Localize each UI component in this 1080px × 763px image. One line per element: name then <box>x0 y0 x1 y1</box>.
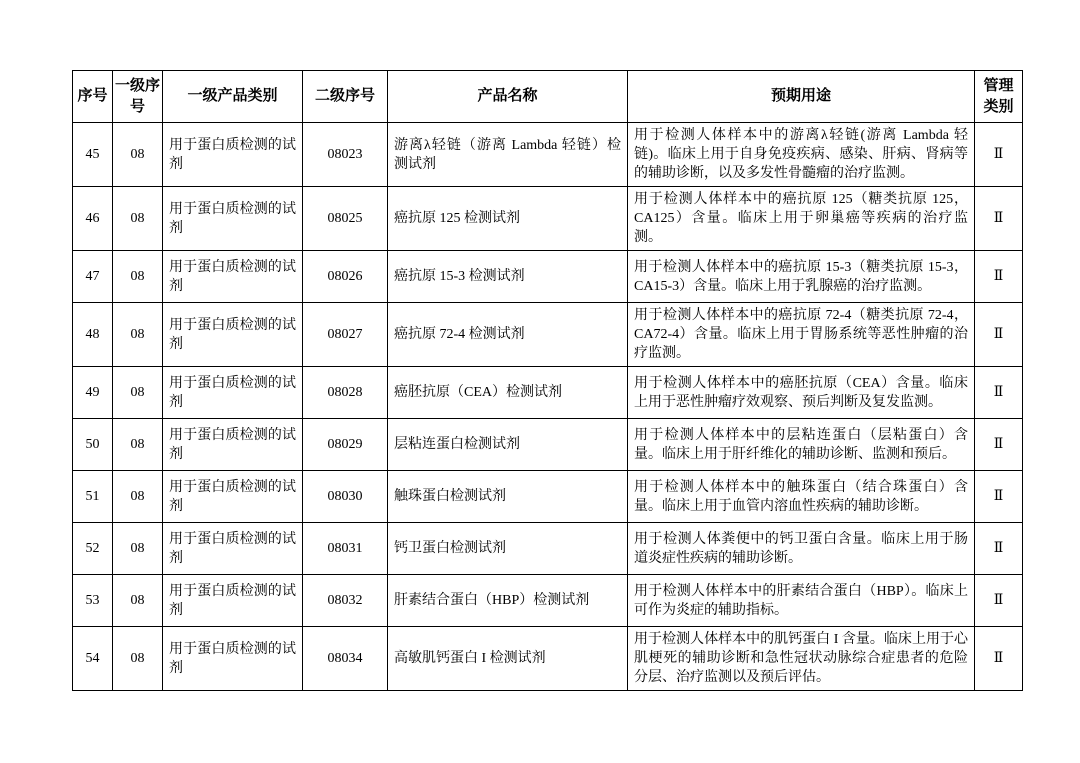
cell-category: 用于蛋白质检测的试剂 <box>163 523 303 575</box>
cell-usage: 用于检测人体样本中的癌抗原 72-4（糖类抗原 72-4，CA72-4）含量。临床上用于胃肠系统等恶性肿瘤的治疗监测。 <box>628 303 975 367</box>
cell-seq: 53 <box>73 575 113 627</box>
cell-level1_no: 08 <box>113 575 163 627</box>
cell-product: 层粘连蛋白检测试剂 <box>388 419 628 471</box>
table-row <box>73 523 1023 575</box>
cell-class: Ⅱ <box>975 575 1023 627</box>
table-row <box>73 471 1023 523</box>
cell-product: 肝素结合蛋白（HBP）检测试剂 <box>388 575 628 627</box>
cell-level2_no: 08026 <box>303 251 388 303</box>
table-row <box>73 627 1023 691</box>
cell-usage: 用于检测人体样本中的肝素结合蛋白（HBP）。临床上可作为炎症的辅助指标。 <box>628 575 975 627</box>
cell-usage: 用于检测人体样本中的癌抗原 125（糖类抗原 125，CA125）含量。临床上用于卵巢癌等疾病的治疗监测。 <box>628 187 975 251</box>
table-row <box>73 123 1023 187</box>
cell-seq: 46 <box>73 187 113 251</box>
cell-class: Ⅱ <box>975 367 1023 419</box>
cell-class: Ⅱ <box>975 303 1023 367</box>
header-product: 产品名称 <box>388 71 628 123</box>
cell-class: Ⅱ <box>975 627 1023 691</box>
cell-product: 癌抗原 125 检测试剂 <box>388 187 628 251</box>
header-category: 一级产品类别 <box>163 71 303 123</box>
table-header-row <box>73 71 1023 123</box>
cell-product: 高敏肌钙蛋白 I 检测试剂 <box>388 627 628 691</box>
cell-level2_no: 08027 <box>303 303 388 367</box>
cell-category: 用于蛋白质检测的试剂 <box>163 303 303 367</box>
cell-class: Ⅱ <box>975 523 1023 575</box>
cell-category: 用于蛋白质检测的试剂 <box>163 471 303 523</box>
table-row <box>73 303 1023 367</box>
cell-level2_no: 08034 <box>303 627 388 691</box>
cell-class: Ⅱ <box>975 419 1023 471</box>
header-usage: 预期用途 <box>628 71 975 123</box>
cell-seq: 49 <box>73 367 113 419</box>
cell-seq: 48 <box>73 303 113 367</box>
table-row <box>73 367 1023 419</box>
cell-level1_no: 08 <box>113 367 163 419</box>
cell-seq: 45 <box>73 123 113 187</box>
cell-usage: 用于检测人体样本中的触珠蛋白（结合珠蛋白）含量。临床上用于血管内溶血性疾病的辅助诊断。 <box>628 471 975 523</box>
cell-level1_no: 08 <box>113 251 163 303</box>
cell-seq: 54 <box>73 627 113 691</box>
cell-category: 用于蛋白质检测的试剂 <box>163 187 303 251</box>
cell-category: 用于蛋白质检测的试剂 <box>163 627 303 691</box>
cell-level1_no: 08 <box>113 123 163 187</box>
cell-product: 癌抗原 72-4 检测试剂 <box>388 303 628 367</box>
cell-product: 游离λ轻链（游离 Lambda 轻链）检测试剂 <box>388 123 628 187</box>
cell-class: Ⅱ <box>975 123 1023 187</box>
cell-level2_no: 08032 <box>303 575 388 627</box>
cell-class: Ⅱ <box>975 251 1023 303</box>
cell-category: 用于蛋白质检测的试剂 <box>163 123 303 187</box>
table-row <box>73 575 1023 627</box>
cell-product: 癌胚抗原（CEA）检测试剂 <box>388 367 628 419</box>
header-level2-no: 二级序号 <box>303 71 388 123</box>
cell-category: 用于蛋白质检测的试剂 <box>163 251 303 303</box>
cell-product: 钙卫蛋白检测试剂 <box>388 523 628 575</box>
cell-level1_no: 08 <box>113 523 163 575</box>
cell-seq: 51 <box>73 471 113 523</box>
cell-product: 触珠蛋白检测试剂 <box>388 471 628 523</box>
cell-level2_no: 08025 <box>303 187 388 251</box>
cell-class: Ⅱ <box>975 471 1023 523</box>
header-class: 管理类别 <box>975 71 1023 123</box>
cell-usage: 用于检测人体样本中的癌胚抗原（CEA）含量。临床上用于恶性肿瘤疗效观察、预后判断及复发监测。 <box>628 367 975 419</box>
cell-level1_no: 08 <box>113 627 163 691</box>
cell-level2_no: 08028 <box>303 367 388 419</box>
table-body <box>73 123 1023 691</box>
cell-usage: 用于检测人体样本中的游离λ轻链(游离 Lambda 轻链)。临床上用于自身免疫疾病、感染、肝病、肾病等的辅助诊断，以及多发性骨髓瘤的治疗监测。 <box>628 123 975 187</box>
cell-usage: 用于检测人体样本中的肌钙蛋白 I 含量。临床上用于心肌梗死的辅助诊断和急性冠状动脉综合症患者的危险分层、治疗监测以及预后评估。 <box>628 627 975 691</box>
header-seq: 序号 <box>73 71 113 123</box>
cell-class: Ⅱ <box>975 187 1023 251</box>
cell-level1_no: 08 <box>113 419 163 471</box>
cell-seq: 50 <box>73 419 113 471</box>
cell-product: 癌抗原 15-3 检测试剂 <box>388 251 628 303</box>
cell-category: 用于蛋白质检测的试剂 <box>163 367 303 419</box>
table-row <box>73 419 1023 471</box>
cell-seq: 47 <box>73 251 113 303</box>
header-level1-no: 一级序号 <box>113 71 163 123</box>
cell-seq: 52 <box>73 523 113 575</box>
cell-usage: 用于检测人体样本中的层粘连蛋白（层粘蛋白）含量。临床上用于肝纤维化的辅助诊断、监测和预后。 <box>628 419 975 471</box>
cell-level2_no: 08031 <box>303 523 388 575</box>
cell-level1_no: 08 <box>113 303 163 367</box>
table-row <box>73 187 1023 251</box>
ivd-catalog-table <box>72 70 1023 691</box>
cell-usage: 用于检测人体粪便中的钙卫蛋白含量。临床上用于肠道炎症性疾病的辅助诊断。 <box>628 523 975 575</box>
cell-level1_no: 08 <box>113 471 163 523</box>
cell-level2_no: 08023 <box>303 123 388 187</box>
cell-level2_no: 08029 <box>303 419 388 471</box>
cell-category: 用于蛋白质检测的试剂 <box>163 419 303 471</box>
cell-category: 用于蛋白质检测的试剂 <box>163 575 303 627</box>
cell-level1_no: 08 <box>113 187 163 251</box>
cell-level2_no: 08030 <box>303 471 388 523</box>
cell-usage: 用于检测人体样本中的癌抗原 15-3（糖类抗原 15-3，CA15-3）含量。临床上用于乳腺癌的治疗监测。 <box>628 251 975 303</box>
table-row <box>73 251 1023 303</box>
